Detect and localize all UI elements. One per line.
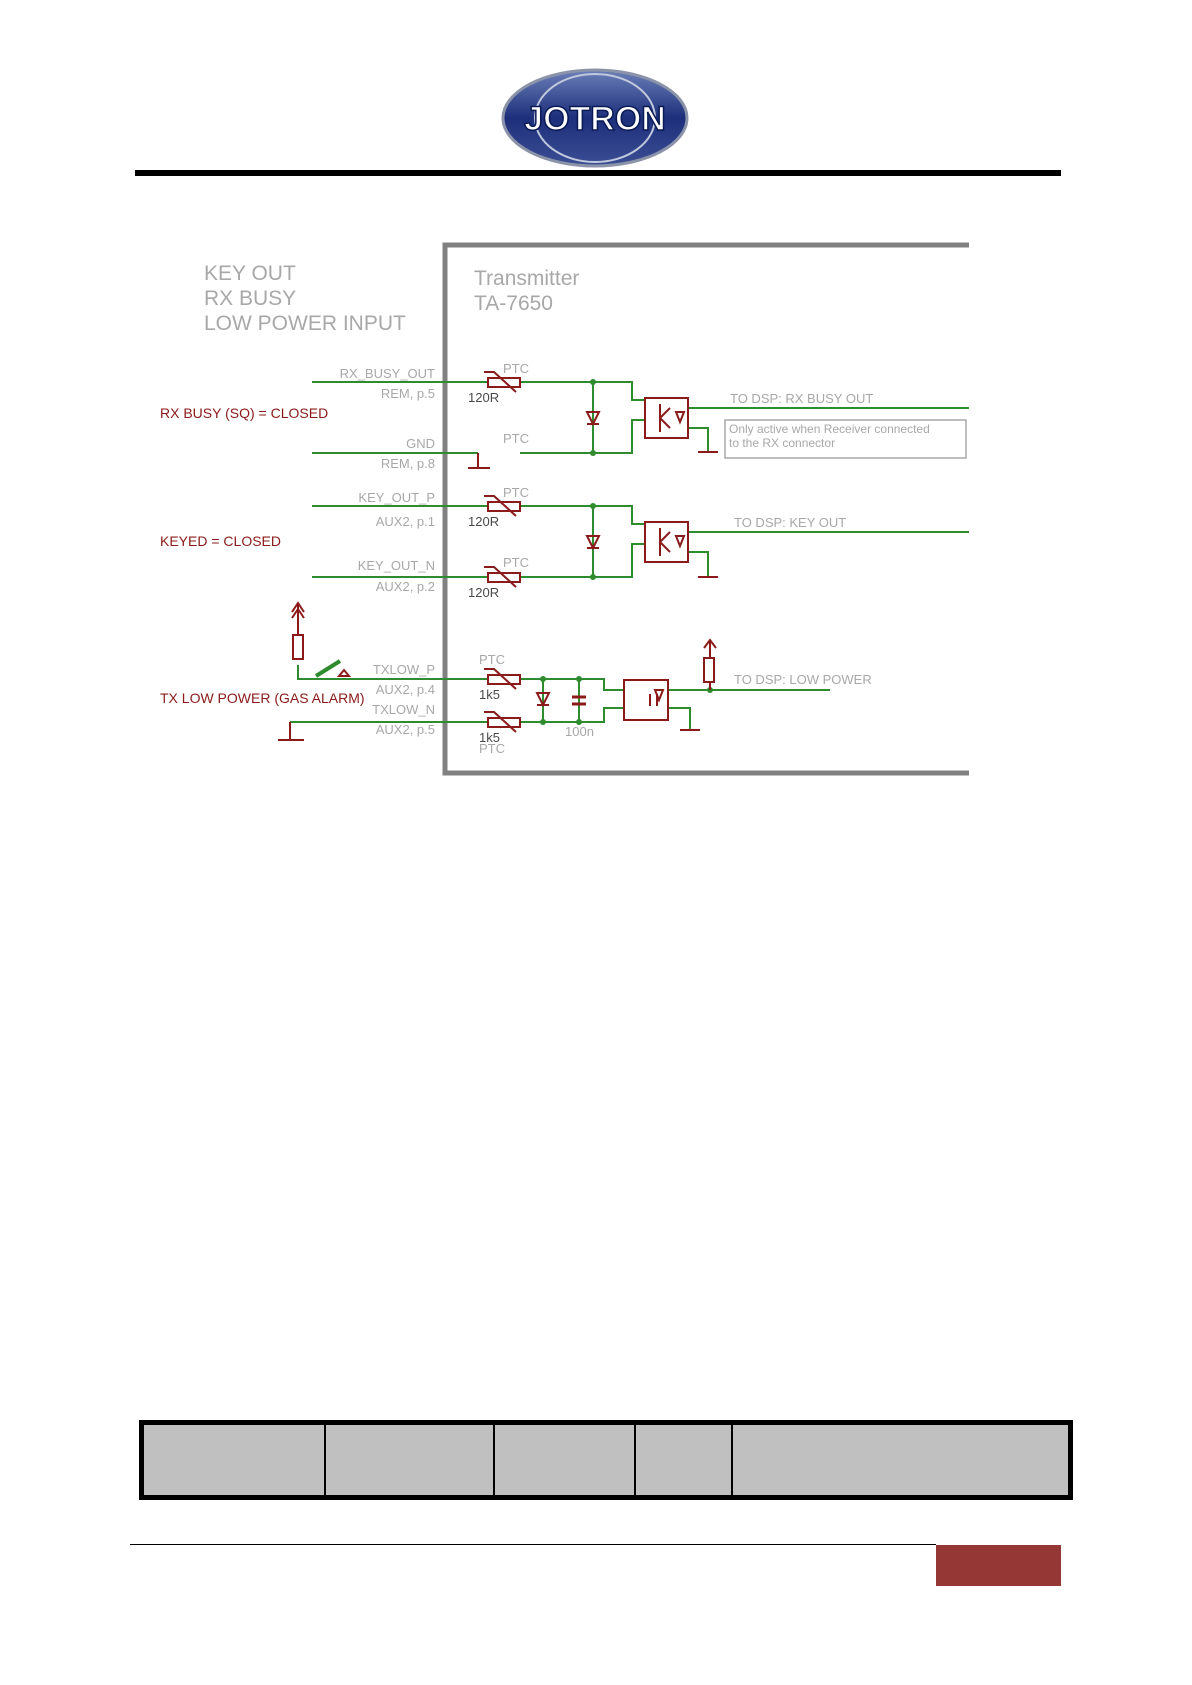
label-r120-1: 120R xyxy=(468,390,500,405)
note-keyed: KEYED = CLOSED xyxy=(160,533,281,549)
label-rx-busy-out: RX_BUSY_OUT xyxy=(339,366,435,381)
label-txlow-n-pin: AUX2, p.5 xyxy=(375,722,435,737)
logo-text: JOTRON xyxy=(524,100,666,138)
label-c100n: 100n xyxy=(565,724,594,739)
output-key-out: TO DSP: KEY OUT xyxy=(734,515,847,530)
table-cell xyxy=(495,1425,636,1495)
transmitter-box xyxy=(445,245,969,773)
diagram-title-line-1: KEY OUT xyxy=(204,262,296,285)
label-key-out-p-pin: AUX2, p.1 xyxy=(375,514,435,529)
output-rx-busy: TO DSP: RX BUSY OUT xyxy=(730,391,874,406)
page-number-box xyxy=(936,1545,1061,1586)
document-info-table xyxy=(139,1420,1073,1500)
note-line-2: to the RX connector xyxy=(729,436,836,450)
label-txlow-p-pin: AUX2, p.4 xyxy=(375,682,435,697)
label-key-out-n-pin: AUX2, p.2 xyxy=(375,579,435,594)
diagram-title-line-3: LOW POWER INPUT xyxy=(204,312,406,335)
diagram-title-line-2: RX BUSY xyxy=(204,287,297,310)
table-cell xyxy=(326,1425,495,1495)
label-r1k5-1: 1k5 xyxy=(479,687,500,702)
table-cell xyxy=(636,1425,733,1495)
footer-rule xyxy=(130,1544,936,1545)
device-name: Transmitter xyxy=(474,267,580,290)
table-cell xyxy=(144,1425,326,1495)
label-key-out-n: KEY_OUT_N xyxy=(357,558,435,573)
label-r1k5-2: 1k5 xyxy=(479,730,500,745)
label-ptc-2: PTC xyxy=(503,431,529,446)
note-rx-busy: RX BUSY (SQ) = CLOSED xyxy=(160,405,329,421)
label-gnd: GND xyxy=(406,436,435,451)
label-r120-2: 120R xyxy=(468,514,500,529)
output-low-power: TO DSP: LOW POWER xyxy=(734,672,872,687)
device-model: TA-7650 xyxy=(474,292,553,315)
note-tx-low: TX LOW POWER (GAS ALARM) xyxy=(160,690,365,706)
schematic-diagram xyxy=(0,0,1192,800)
label-txlow-n: TXLOW_N xyxy=(372,702,435,717)
table-cell xyxy=(733,1425,1068,1495)
note-line-1: Only active when Receiver connected xyxy=(729,422,930,436)
label-key-out-p: KEY_OUT_P xyxy=(358,490,435,505)
label-txlow-p: TXLOW_P xyxy=(372,662,435,677)
label-rx-busy-pin: REM, p.5 xyxy=(380,386,435,401)
label-ptc-3: PTC xyxy=(503,485,529,500)
label-r120-3: 120R xyxy=(468,585,500,600)
components xyxy=(278,372,718,740)
label-ptc-5: PTC xyxy=(479,652,505,667)
label-gnd-pin: REM, p.8 xyxy=(380,456,435,471)
label-ptc-1: PTC xyxy=(503,361,529,376)
label-ptc-4: PTC xyxy=(503,555,529,570)
label-ptc-6: PTC xyxy=(479,741,505,756)
